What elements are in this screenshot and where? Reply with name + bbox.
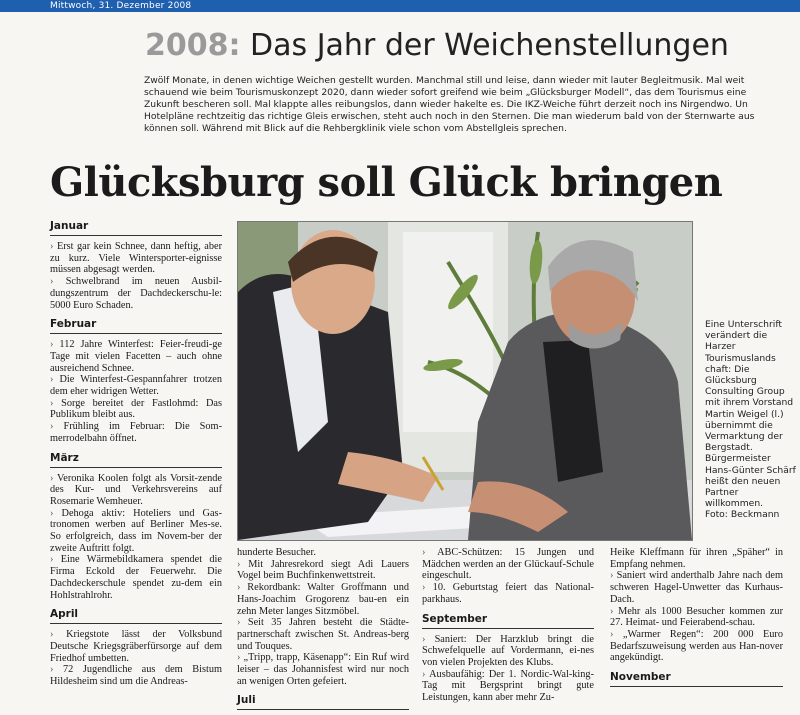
issue-date: Mittwoch, 31. Dezember 2008 (50, 1, 192, 11)
chronicle-item: › Eine Wärmebildkamera spendet die Firma Eckold der Feuerwehr. Die Dachdeckerschule spendet zu-dem ein Hohlstrahlrohr. (50, 554, 222, 601)
month-heading: März (50, 451, 222, 468)
chronicle-continuation: Heike Kleffmann für ihren „Späher“ in Empfang nehmen. (610, 547, 783, 570)
chronicle-item: › Dehoga aktiv: Hoteliers und Gas-tronomen werben auf Berliner Mes-se. So erfolgreich, dass im Novem-ber der zweite Auftritt folgt. (50, 508, 222, 555)
caption-text: Eine Unterschrift verändert die Harzer Tourismuslands chaft: Die Glücksburg Consulting Group mit ihrem Vorstand Martin Weigel (l.) übernimmt die Vermarktung der Bergstadt. Bürgermeister Hans-Günter Schärf heißt den neuen Partner willkommen. (705, 319, 796, 510)
chronicle-item: › Veronika Koolen folgt als Vorsit-zende des Kur- und Verkehrsvereins auf Rosemarie Wemheuer. (50, 473, 222, 508)
chronicle-item: › Rekordbank: Walter Groffmann und Hans-Joachim Grogorenz bau-en ein zehn Meter langes Sitzmöbel. (237, 582, 409, 617)
chronicle-item: › Saniert: Der Harzklub bringt die Schwefelquelle auf Vordermann, ei-nes von vielen Projekten des Klubs. (422, 634, 594, 669)
chronicle-item: › „Tripp, trapp, Käsenapp“: Ein Ruf wird leiser – das Johannisfest wird nur noch an wenigen Orten gefeiert. (237, 652, 409, 687)
date-bar (0, 0, 800, 12)
intro-line: Zwölf Monate, in denen wichtige Weichen gestellt wurden. Manchmal still und leise, dann wieder mit lauter Begleitmusik. Mal weit (144, 75, 745, 86)
month-heading: September (422, 612, 594, 629)
chronicle-item: › Mit Jahresrekord siegt Adi Lauers Vogel beim Buchfinkenwettstreit. (237, 559, 409, 582)
chronicle-continuation: hunderte Besucher. (237, 547, 316, 558)
photo-credit: Foto: Beckmann (705, 509, 780, 521)
chronicle-item: › ABC-Schützen: 15 Jungen und Mädchen werden an der Glückauf-Schule eingeschult. (422, 547, 594, 582)
month-heading: Januar (50, 219, 222, 236)
section-title: Das Jahr der Weichenstellungen (250, 28, 729, 63)
chronicle-item: › Mehr als 1000 Besucher kommen zur 27. Heimat- und Feierabend-schau. (610, 606, 783, 629)
chronicle-item: › Saniert wird anderthalb Jahre nach dem schweren Hagel-Unwetter das Kurhaus-Dach. (610, 570, 783, 605)
month-heading: Februar (50, 317, 222, 334)
article-headline: Glücksburg soll Glück bringen (50, 159, 723, 206)
chronicle-item: › Schwelbrand im neuen Ausbil-dungszentrum der Dachdeckerschu-le: 5000 Euro Schaden. (50, 276, 222, 311)
chronicle-item: › Sorge bereitet der Fastlohmd: Das Publikum bleibt aus. (50, 398, 222, 421)
column-2 (237, 547, 409, 715)
intro-line: Zukunft bescheren soll. Mal klappte alles reibungslos, dann wieder hakelte es. Die IKZ-Weiche führt derzeit noch ins Nirgendwo. Un (144, 99, 748, 110)
intro-text (144, 75, 800, 135)
chronicle-item: › „Warmer Regen“: 200 000 Euro Bedarfszuweisung werden aus Han-nover angekündigt. (610, 629, 783, 664)
column-3 (422, 547, 594, 704)
column-4 (610, 547, 783, 692)
section-year: 2008: (145, 28, 241, 63)
chronicle-item: › Kriegstote lässt der Volksbund Deutsche Kriegsgräberfürsorge auf dem Friedhof umbetten. (50, 629, 222, 664)
chronicle-item: › Die Winterfest-Gespannfahrer trotzen dem eher widrigen Wetter. (50, 374, 222, 397)
chronicle-item: › 112 Jahre Winterfest: Feier-freudi-ge Tage mit vielen Facetten – auch ohne ausreichend Schnee. (50, 339, 222, 374)
section-header (145, 26, 729, 66)
chronicle-item: › Ausbaufähig: Der 1. Nordic-Wal-king-Tag mit Bergsprint bringt gute Leistungen, kann aber mehr Zu- (422, 669, 594, 704)
intro-line: schauend wie beim Tourismuskonzept 2020, dann wieder sofort greifend wie beim „Glücksburger Modell“, das dem Tourismus eine (144, 87, 747, 98)
article-photo (237, 221, 693, 541)
photo-illustration (238, 222, 692, 540)
photo-caption (705, 319, 797, 521)
column-1 (50, 219, 222, 688)
intro-line: können soll. Während mit Blick auf die Rehbergklinik viele schon vom Abstellgleis sprechen. (144, 123, 567, 134)
chronicle-item: › Seit 35 Jahren besteht die Städte-partnerschaft zwischen St. Andreas-berg und Touques. (237, 617, 409, 652)
month-heading: April (50, 607, 222, 624)
chronicle-item: › Frühling im Februar: Die Som-merrodelbahn öffnet. (50, 421, 222, 444)
chronicle-item: › Erst gar kein Schnee, dann heftig, aber zu kurz. Viele Wintersporter-eignisse müssen abgesagt werden. (50, 241, 222, 276)
month-heading: November (610, 670, 783, 687)
month-heading: Juli (237, 693, 409, 710)
chronicle-item: › 10. Geburtstag feiert das National-parkhaus. (422, 582, 594, 605)
chronicle-item: › 72 Jugendliche aus dem Bistum Hildesheim sind um die Andreas- (50, 664, 222, 687)
intro-line: Hotelpläne rechtzeitig das richtige Gleis erwischen, steht auch noch in den Sternen. Die man wiederum bald von der Sternwarte aus (144, 111, 755, 122)
